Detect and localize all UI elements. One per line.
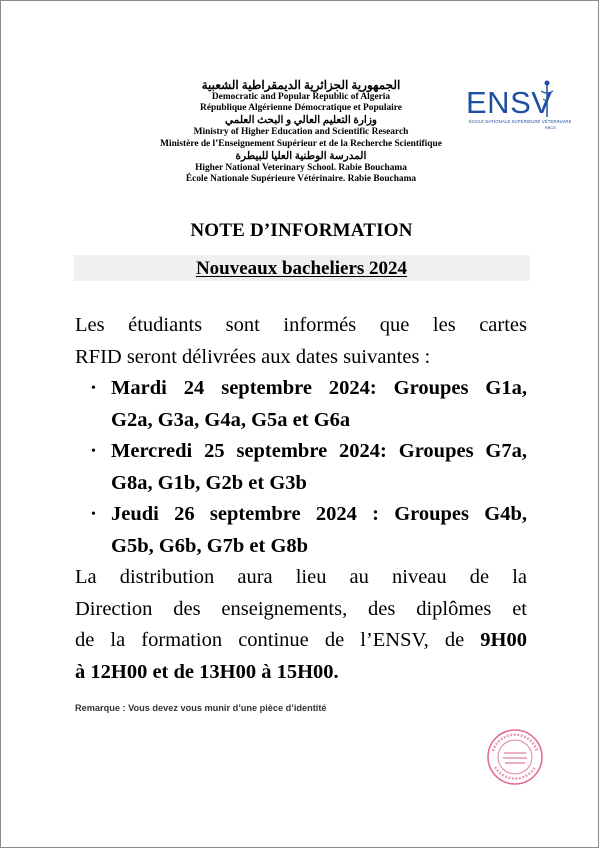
list-item: [75, 436, 527, 499]
distribution-line-1: La distribution aura lieu au niveau de la: [75, 566, 527, 588]
note-body: [75, 310, 527, 688]
bullet-icon: •: [91, 444, 96, 459]
remark-note: Remarque : Vous devez vous munir d’une pièce d’identité: [75, 703, 327, 713]
distribution-line-3-regular: de la formation continue de l’ENSV, de: [75, 629, 481, 651]
school-en-line: Higher National Veterinary School. Rabie Bouchama: [195, 162, 407, 173]
list-item-line-2: G8a, G1b, G2b et G3b: [111, 471, 307, 494]
arabic-ministry-line: وزارة التعليم العالي و البحث العلمي: [225, 115, 377, 127]
republic-fr-line: République Algérienne Démocratique et Populaire: [200, 103, 402, 114]
list-item-line-1: Mardi 24 septembre 2024: Groupes G1a,: [111, 377, 527, 399]
list-item-line-1: Jeudi 26 septembre 2024 : Groupes G4b,: [111, 503, 527, 525]
page-subtitle: [1, 258, 601, 280]
logo-text: ENSV: [466, 85, 553, 120]
schedule-list: [75, 373, 527, 562]
list-item: [75, 373, 527, 436]
letterhead: [131, 78, 471, 185]
official-stamp-icon: [485, 727, 545, 787]
page-title: NOTE D’INFORMATION: [190, 220, 413, 241]
list-item: [75, 499, 527, 562]
list-item-line-1: Mercredi 25 septembre 2024: Groupes G7a,: [111, 440, 527, 462]
distribution-line-3: [75, 625, 527, 657]
distribution-line-2: Direction des enseignements, des diplômes et: [75, 597, 527, 620]
republic-en-line: Democratic and Popular Republic of Algeria: [211, 92, 391, 102]
ministry-en-line: Ministry of Higher Education and Scientific Research: [193, 127, 409, 138]
ensv-logo: [466, 85, 572, 131]
arabic-school-line: المدرسة الوطنية العليا للبيطرة: [235, 150, 367, 162]
ministry-fr-line: Ministère de l’Enseignement Supérieur et de la Recherche Scientifique: [160, 138, 442, 149]
distribution-time-range: à 12H00 et de 13H00 à 15H00.: [75, 660, 339, 683]
caduceus-icon: [537, 79, 557, 119]
distribution-time-start: 9H00: [480, 629, 527, 651]
distribution-line-4: [75, 657, 527, 689]
arabic-republic-line: الجمهورية الجزائرية الديمقراطية الشعبية: [201, 78, 401, 92]
bullet-icon: •: [91, 381, 96, 396]
bullet-icon: •: [91, 507, 96, 522]
logo-subtitle: ÉCOLE NATIONALE SUPÉRIEURE VÉTÉRINAIRE: [469, 119, 572, 124]
logo-acronym: RBCE: [544, 125, 556, 130]
list-item-line-2: G2a, G3a, G4a, G5a et G6a: [111, 408, 351, 431]
intro-line-2: RFID seront délivrées aux dates suivantes :: [75, 345, 431, 368]
list-item-line-2: G5b, G6b, G7b et G8b: [111, 534, 309, 557]
intro-line-1: Les étudiants sont informés que les cartes: [75, 314, 527, 336]
subtitle-text: Nouveaux bacheliers 2024: [195, 258, 408, 279]
school-fr-line: École Nationale Supérieure Vétérinaire. Rabie Bouchama: [185, 174, 417, 185]
